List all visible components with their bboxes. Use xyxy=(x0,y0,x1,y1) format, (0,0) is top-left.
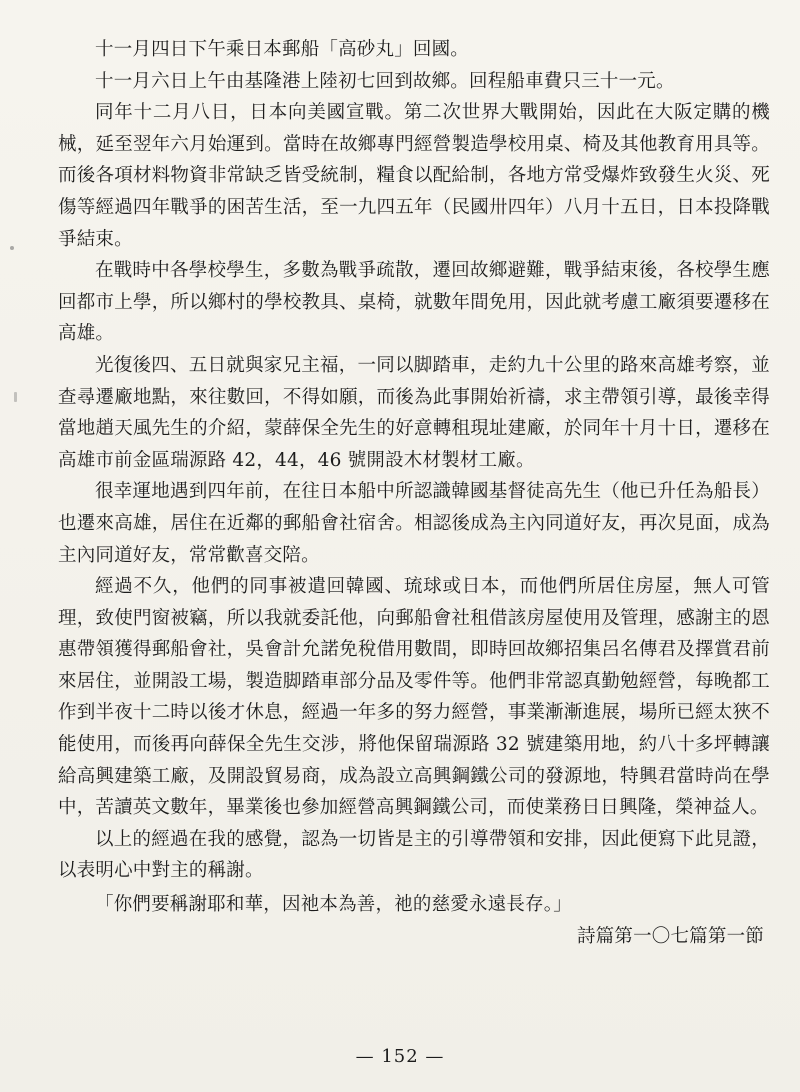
document-body xyxy=(58,34,770,952)
scripture-citation: 詩篇第一〇七篇第一節 xyxy=(576,925,764,947)
paragraph: 十一月六日上午由基隆港上陸初七回到故鄉。回程船車費只三十一元。 xyxy=(95,70,675,92)
scripture-quote: 「你們要稱謝耶和華，因祂本為善，祂的慈愛永遠長存。」 xyxy=(95,894,572,916)
paragraph: 以上的經過在我的感覺，認為一切皆是主的引導帶領和安排，因此便寫下此見證，以表明心中對主的稱謝。 xyxy=(58,828,770,882)
page-number: — 152 — xyxy=(355,1046,445,1067)
paragraph: 在戰時中各學校學生，多數為戰爭疏散，遷回故鄉避難，戰爭結束後，各校學生應回都市上學，所以鄉村的學校教具、桌椅，就數年間免用，因此就考慮工廠須要遷移在高雄。 xyxy=(58,260,770,345)
scan-speck xyxy=(10,246,14,250)
paragraph: 十一月四日下午乘日本郵船「高砂丸」回國。 xyxy=(95,39,470,60)
paragraph: 同年十二月八日，日本向美國宣戰。第二次世界大戰開始，因此在大阪定購的機械，延至翌年六月始運到。當時在故鄉專門經營製造學校用桌、椅及其他教育用具等。而後各項材料物資非常缺乏皆受統制，糧食以配給制，各地方常受爆炸致發生火災、死傷等經過四年戰爭的困苦生活，至一九四五年（民國卅四年）八月十五日，日本投降戰爭結束。 xyxy=(58,102,770,250)
paragraph: 光復後四、五日就與家兄主福，一同以脚踏車，走約九十公里的路來高雄考察，並查尋遷廠地點，來往數回，不得如願，而後為此事開始祈禱，求主帶領引導，最後幸得當地趙天風先生的介紹，蒙薛保全先生的好意轉租現址建廠，於同年十月十日，遷移在高雄市前金區瑞源路 42，44，46 號開設木材製材工廠。 xyxy=(58,354,770,471)
paragraph: 很幸運地遇到四年前，在往日本船中所認識韓國基督徒高先生（他已升任為船長）也遷來高雄，居住在近鄰的郵船會社宿舍。相認後成為主內同道好友，再次見面，成為主內同道好友，常常歡喜交陪。 xyxy=(58,481,770,566)
scan-speck xyxy=(14,392,17,402)
paragraph: 經過不久，他們的同事被遣回韓國、琉球或日本，而他們所居住房屋，無人可管理，致使門窗被竊，所以我就委託他，向郵船會社租借該房屋使用及管理，感謝主的恩惠帶領獲得郵船會社，吳會計允諾免稅借用數間，即時回故鄉招集呂名傳君及擇賞君前來居住，並開設工場，製造脚踏車部分品及零件等。他們非常認真勤勉經營，每晚都工作到半夜十二時以後才休息，經過一年多的努力經營，事業漸漸進展，場所已經太狹不能使用，而後再向薛保全先生交涉，將他保留瑞源路 32 號建築用地，約八十多坪轉讓給高興建築工廠，及開設貿易商，成為設立高興鋼鐵公司的發源地，特興君當時尚在學中，苦讀英文數年，畢業後也參加經營高興鋼鐵公司，而使業務日日興隆，榮神益人。 xyxy=(58,576,770,819)
